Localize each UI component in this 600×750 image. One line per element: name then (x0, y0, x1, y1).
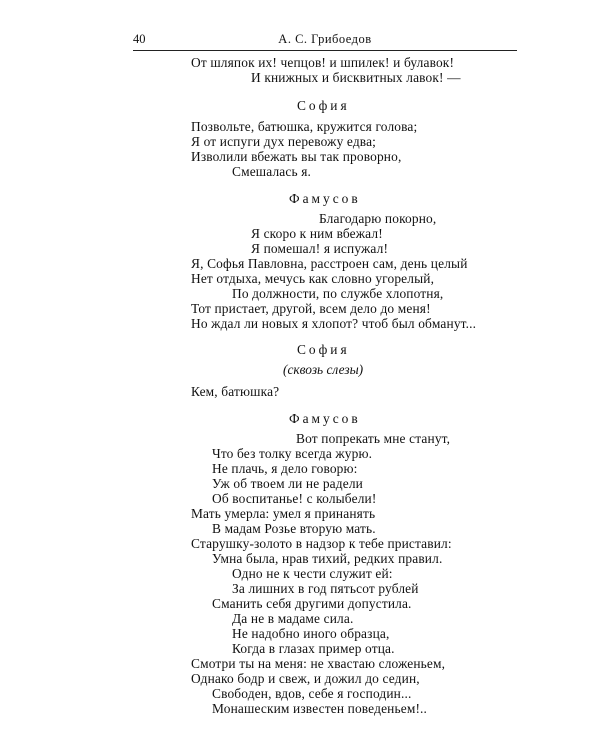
verse-line: Я от испуги дух перевожу едва; (191, 134, 377, 149)
speaker-name: София (297, 342, 350, 357)
verse-line: Уж об твоем ли не радели (212, 476, 363, 491)
verse-line: В мадам Розье вторую мать. (212, 521, 376, 536)
verse-line: Я скоро к ним вбежал! (251, 226, 383, 241)
verse-line: Изволили вбежать вы так проворно, (191, 149, 402, 164)
verse-line: Не плачь, я дело говорю: (212, 461, 358, 476)
verse-line: И книжных и бисквитных лавок! — (251, 70, 461, 85)
verse-line: Я, Софья Павловна, расстроен сам, день целый (191, 256, 468, 271)
verse-line: Не надобно иного образца, (232, 626, 390, 641)
verse-line: Об воспитанье! с колыбели! (212, 491, 377, 506)
verse-line: Смешалась я. (232, 164, 312, 179)
page-number: 40 (133, 32, 146, 46)
verse-line: Нет отдыха, мечусь как словно угорелый, (191, 271, 435, 286)
verse-line: Кем, батюшка? (191, 384, 280, 399)
verse-line: Тот пристает, другой, всем дело до меня! (191, 301, 431, 316)
verse-line: Когда в глазах пример отца. (232, 641, 395, 656)
verse-line: Смотри ты на меня: не хвастаю сложеньем, (191, 656, 446, 671)
verse-line: Что без толку всегда журю. (212, 446, 373, 461)
verse-line: Вот попрекать мне станут, (296, 431, 451, 446)
verse-line: Монашеским известен поведеньем!.. (212, 701, 428, 716)
page-header (133, 32, 517, 51)
speaker-name: Фамусов (289, 411, 361, 426)
verse-line: За лишних в год пятьсот рублей (232, 581, 419, 596)
running-title: А. С. Грибоедов (278, 32, 372, 46)
verse-line: Умна была, нрав тихий, редких правил. (212, 551, 443, 566)
verse-line: По должности, по службе хлопотня, (232, 286, 444, 301)
speaker-name: София (297, 98, 350, 113)
verse-line: Однако бодр и свеж, и дожил до седин, (191, 671, 420, 686)
verse-line: Старушку-золото в надзор к тебе приставил: (191, 536, 452, 551)
speaker-name: Фамусов (289, 191, 361, 206)
stage-direction: (сквозь слезы) (283, 362, 364, 377)
verse-line: Я помешал! я испужал! (251, 241, 389, 256)
verse-line: Да не в мадаме сила. (232, 611, 354, 626)
verse-line: Позвольте, батюшка, кружится голова; (191, 119, 418, 134)
verse-line: Но ждал ли новых я хлопот? чтоб был обманут... (191, 316, 477, 331)
verse-line: Благодарю покорно, (319, 211, 437, 226)
verse-line: Мать умерла: умел я принанять (191, 506, 376, 521)
verse-line: Свободен, вдов, себе я господин... (212, 686, 412, 701)
verse-line: От шляпок их! чепцов! и шпилек! и булавок! (191, 55, 455, 70)
verse-line: Одно не к чести служит ей: (232, 566, 393, 581)
verse-line: Сманить себя другими допустила. (212, 596, 412, 611)
